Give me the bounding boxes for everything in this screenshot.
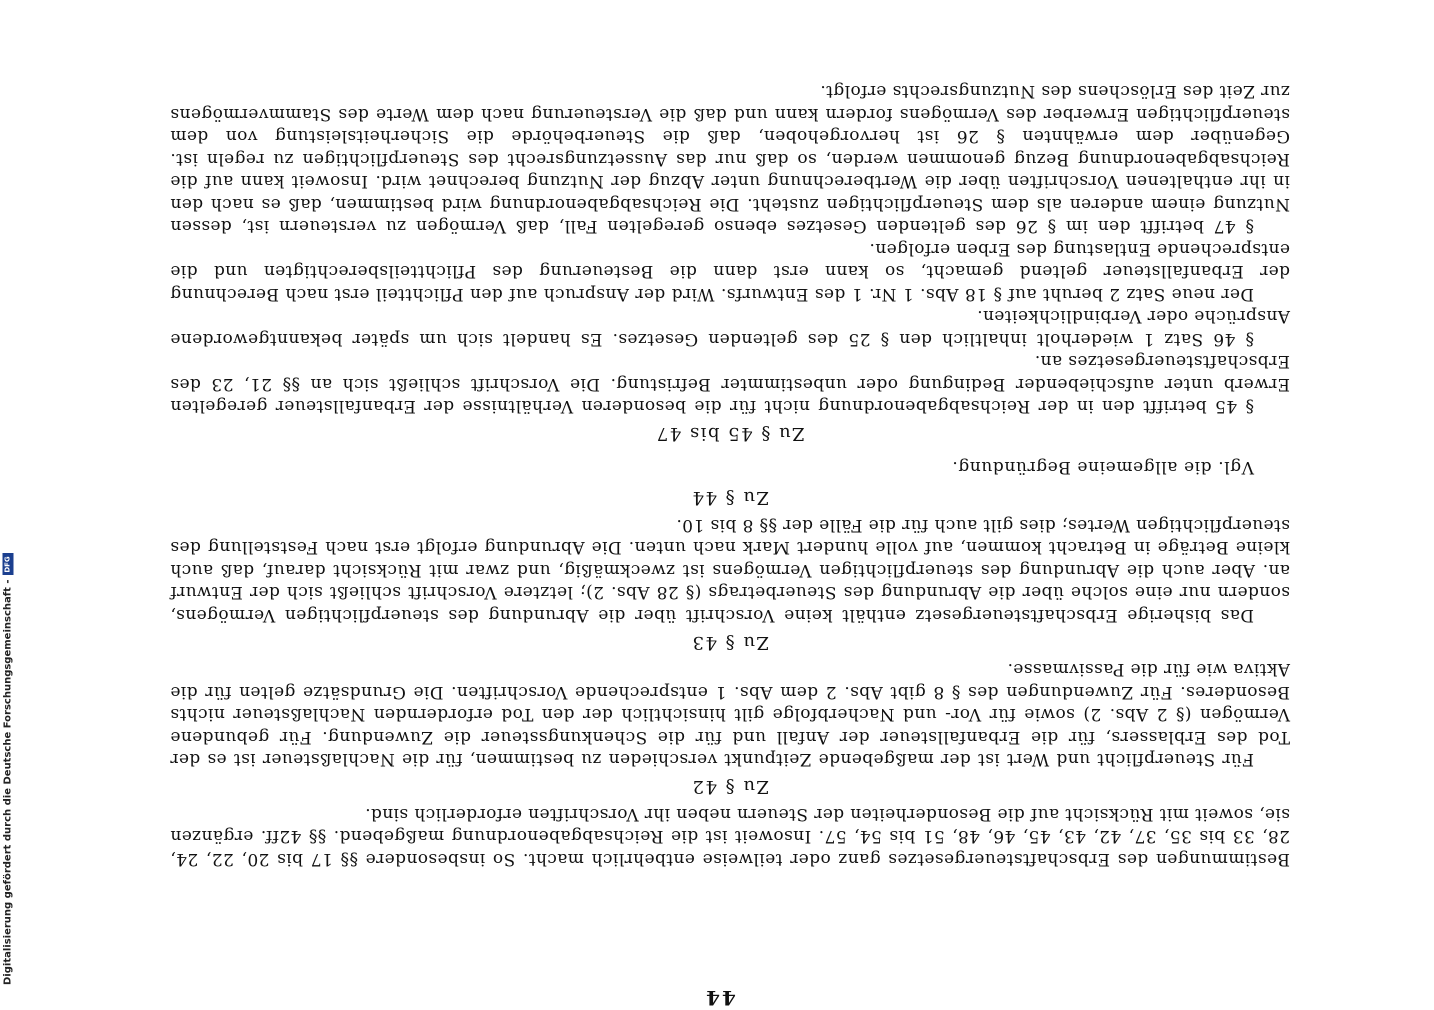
paragraph: § 45 betrifft den in der Reichsabgabenordnung nicht für die besonderen Verhältnisse der Erbanfallsteuer geregelten Erwerb unter aufschiebender Bedingung oder unbestimmter Befristung. Die Vorschrift schließt sich an §§ 21, 23 des Erbschaftsteuergesetzes an. bbox=[170, 351, 1290, 417]
paragraph: Für Steuerpflicht und Wert ist der maßgebende Zeitpunkt verschieden zu bestimmen, für die Nachlaßsteuer ist es der Tod des Erblassers, für die Erbanfallsteuer der Anfall und für die Schenkungssteuer die Zuwendung. Für gebundene Vermögen (§ 2 Abs. 2) sowie für Vor- und Nacherbfolge gilt hinsichtlich der den Tod erfordernden Nachlaßsteuer nichts Besonderes. Für Zuwendungen des § 8 gibt Abs. 2 dem Abs. 1 entsprechende Vorschriften. Die Grundsätze gelten für die Aktiva wie für die Passivmasse. bbox=[170, 659, 1290, 770]
page-number: 44 bbox=[704, 986, 736, 1010]
document-page bbox=[140, 81, 1300, 1010]
paragraph: Bestimmungen des Erbschaftsteuergesetzes ganz oder teilweise entbehrlich macht. So insbesondere §§ 17 bis 20, 22, 24, 28, 33 bis 35, 37, 42, 43, 45, 46, 48, 51 bis 54, 57. Insoweit ist die Reichsabgabenordnung maßgebend. §§ 42ff. ergänzen sie, soweit mit Rücksicht auf die Besonderheiten der Steuern neben ihr Vorschriften erforderlich sind. bbox=[170, 804, 1290, 869]
section-heading: Zu § 42 bbox=[691, 776, 769, 798]
paragraph: § 46 Satz 1 wiederholt inhaltlich den § 25 des geltenden Gesetzes. Es handelt sich um später bekanntgewordene Ansprüche oder Verbindlichkeiten. bbox=[170, 306, 1290, 349]
section-heading: Zu § 43 bbox=[691, 632, 769, 653]
paragraph: Der neue Satz 2 beruht auf § 18 Abs. 1 Nr. 1 des Entwurfs. Wird der Anspruch auf den Pflichtteil erst nach Berechnung der Erbanfallsteuer geltend gemacht, so kann erst dann die Besteuerung des Pflichtteilsberechtigten und die entsprechende Entlastung des Erben erfolgen. bbox=[170, 239, 1290, 304]
footer-text: Digitalisierung gefördert durch die Deutsche Forschungsgemeinschaft - bbox=[2, 579, 14, 985]
text-column bbox=[170, 80, 1290, 870]
section-heading: Zu § 45 bis 47 bbox=[655, 423, 805, 445]
paragraph: § 47 betrifft den im § 26 des geltenden Gesetzes ebenso geregelten Fall, daß Vermögen zu versteuern ist, dessen Nutzung einem anderen als dem Steuerpflichtigen zusteht. Die Reichsabgabenordnung wird bestimmen, daß es nach den in ihr enthaltenen Vorschriften über die Wertberechnung unter Abzug der Nutzung berechnet wird. Insoweit kann auf die Reichsabgabenordnung Bezug genommen werden, so daß nur das Aussetzungsrecht des Steuerpflichtigen zu regeln ist. Gegenüber dem erwähnten § 26 ist hervorgehoben, daß die Steuerbehörde die Sicherheitsleistung von dem steuerpflichtigen Erwerber des Vermögens fordern kann und daß die Versteuerung nach dem Werte des Stammvermögens zur Zeit des Erlöschens des Nutzungsrechts erfolgt. bbox=[170, 81, 1290, 237]
paragraph: Das bisherige Erbschaftsteuergesetz enthält keine Vorschrift über die Abrundung des steuerpflichtigen Vermögens, sondern nur eine solche über die Abrundung des Steuerbetrags (§ 28 Abs. 2); letztere Vorschrift schließt sich der Entwurf an. Aber auch die Abrundung des steuerpflichtigen Vermögens ist zweckmäßig, und zwar mit Rücksicht darauf, daß auch kleine Beträge in Betracht kommen, auf volle hundert Mark nach unten. Die Abrundung erfolgt erst nach Feststellung des steuerpflichtigen Wertes; dies gilt auch für die Fälle der §§ 8 bis 10. bbox=[170, 515, 1290, 625]
dfg-logo-icon: DFG bbox=[3, 553, 14, 575]
section-heading: Zu § 44 bbox=[691, 487, 769, 509]
reference-note: Vgl. die allgemeine Begründung. bbox=[951, 457, 1254, 478]
digitization-footer bbox=[2, 6, 14, 996]
